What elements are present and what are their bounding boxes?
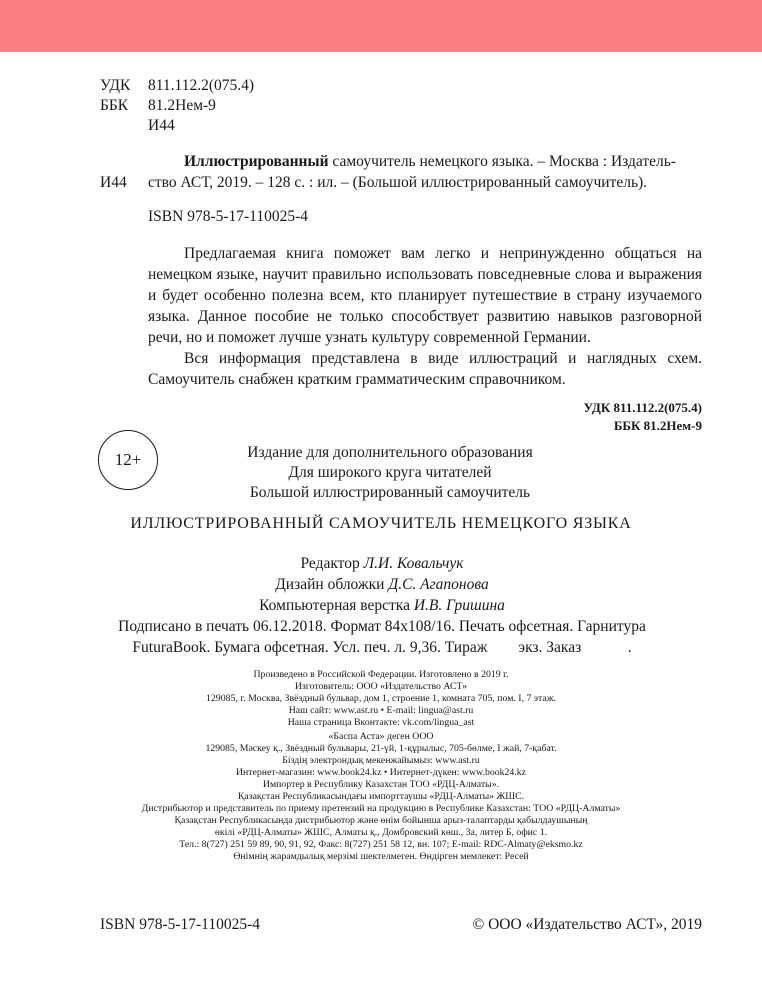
bibliographic-line-1-rest: самоучитель немецкого языка. – Москва : Издатель- bbox=[328, 153, 676, 170]
editor-label: Редактор bbox=[300, 555, 364, 572]
cover-name: Д.С. Агапонова bbox=[388, 576, 489, 593]
imprint-kz-line: «Баспа Аста» деген ООО bbox=[328, 731, 434, 742]
bbk-right: ББК 81.2Нем-9 bbox=[613, 418, 702, 433]
udk-right: УДК 811.112.2(075.4) bbox=[583, 400, 702, 415]
cover-label: Дизайн обложки bbox=[275, 576, 389, 593]
imprint-ru-line: 129085, г. Москва, Звёздный бульвар, дом 1, строение 1, комната 705, пом. I, 7 этаж. bbox=[206, 693, 556, 704]
imprint-russia bbox=[80, 669, 682, 729]
imprint-kz-line: Дистрибьютор и представитель по приему претензий на продукцию в Республике Казахстан: ТОО «РДЦ-Алматы» bbox=[141, 803, 621, 814]
top-color-bar bbox=[0, 0, 762, 52]
bibliographic-line-2: ство АСТ, 2019. – 128 с. : ил. – (Большой иллюстрированный самоучитель). bbox=[148, 174, 648, 191]
imprint-kz-line: Біздің электрондық мекенжайымыз: www.ast.ru bbox=[282, 755, 480, 766]
footer-copyright: © ООО «Издательство АСТ», 2019 bbox=[472, 916, 702, 933]
udk-value: 811.112.2(075.4) bbox=[148, 77, 255, 94]
imprint-kz-line: өкілі «РДЦ-Алматы» ЖШС, Алматы қ., Домбровский көш., 3а, литер Б, офис 1. bbox=[214, 827, 548, 838]
print-line-2: FuturaBook. Бумага офсетная. Усл. печ. л. 9,36. Тираж экз. Заказ . bbox=[132, 639, 632, 656]
imprint-kz-line: Импортер в Республику Казахстан ТОО «РДЦ-Алматы». bbox=[262, 779, 500, 790]
annotation-paragraph-1: Предлагаемая книга поможет вам легко и непринужденно общаться на немецком языке, научит правильно использовать повседневные слова и выражения и будет особенно полезна всем, кто планирует путешествие в страну изучаемого языка. Данное пособие не только способствует развитию навыков разговорной речи, но и поможет лучше узнать культуру современной Германии. bbox=[148, 245, 702, 346]
bbk-label: ББК bbox=[100, 97, 129, 114]
book-title: ИЛЛЮСТРИРОВАННЫЙ САМОУЧИТЕЛЬ НЕМЕЦКОГО ЯЗЫКА bbox=[130, 515, 632, 532]
editor-name: Л.И. Ковальчук bbox=[363, 555, 464, 572]
annotation-paragraph-2: Вся информация представлена в виде иллюстраций и наглядных схем. Самоучитель снабжен кратким грамматическим справочником. bbox=[148, 350, 702, 388]
bibliographic-title-bold: Иллюстрированный bbox=[184, 153, 329, 170]
layout-line bbox=[90, 595, 674, 616]
layout-label: Компьютерная верстка bbox=[259, 597, 414, 614]
footer-isbn: ISBN 978-5-17-110025-4 bbox=[100, 916, 261, 933]
imprint-kz-line: 129085, Мәскеу қ., Звёздный бульвары, 21-үй, 1-құрылыс, 705-бөлме, I жай, 7-қабат. bbox=[205, 743, 557, 754]
imprint-ru-line: Произведено в Российской Федерации. Изготовлено в 2019 г. bbox=[253, 669, 509, 680]
edition-note-2: Для широкого круга читателей bbox=[288, 464, 492, 481]
cover-design-line bbox=[90, 574, 674, 595]
udk-label: УДК bbox=[100, 77, 131, 94]
imprint-ru-line: Наша страница Вконтакте: vk.com/lingua_ast bbox=[287, 717, 475, 728]
editor-line bbox=[90, 553, 674, 574]
imprint-kz-line: Интернет-магазин: www.book24.kz • Интернет-дүкен: www.book24.kz bbox=[235, 767, 527, 778]
author-mark: И44 bbox=[148, 117, 175, 134]
layout-name: И.В. Гришина bbox=[413, 597, 505, 614]
imprint-kz-line: Қазақстан Республикасында дистрибьютор және өнім бойынша арыз-талаптарды қабылдаушының bbox=[174, 815, 588, 826]
imprint-kz-line: Тел.: 8(727) 251 59 89, 90, 91, 92, Факс: 8(727) 251 58 12, вн. 107; E-mail: RDC-Almaty@eksmo.kz bbox=[179, 839, 583, 850]
print-line-1: Подписано в печать 06.12.2018. Формат 84х108/16. Печать офсетная. Гарнитура bbox=[118, 618, 646, 635]
imprint-ru-line: Наш сайт: www.ast.ru • E-mail: lingua@ast.ru bbox=[288, 705, 474, 716]
bibliographic-mark: И44 bbox=[100, 174, 127, 191]
imprint-kz-line: Өнімнің жарамдылық мерзімі шектелмеген. Өндірген мемлекет: Ресей bbox=[233, 851, 529, 862]
bibliographic-line-1 bbox=[184, 152, 676, 172]
bbk-value: 81.2Нем-9 bbox=[148, 97, 216, 114]
imprint-kz-line: Қазақстан Республикасындағы импорттаушы «РДЦ-Алматы» ЖШС. bbox=[237, 791, 525, 802]
isbn-line: ISBN 978-5-17-110025-4 bbox=[148, 208, 309, 225]
imprint-ru-line: Изготовитель: ООО «Издательство АСТ» bbox=[294, 681, 468, 692]
edition-note-1: Издание для дополнительного образования bbox=[247, 444, 533, 461]
edition-note-3: Большой иллюстрированный самоучитель bbox=[249, 484, 531, 501]
age-rating-badge: 12+ bbox=[98, 430, 158, 490]
imprint-kazakhstan bbox=[80, 731, 682, 863]
annotation bbox=[148, 243, 702, 390]
credits bbox=[90, 553, 674, 658]
